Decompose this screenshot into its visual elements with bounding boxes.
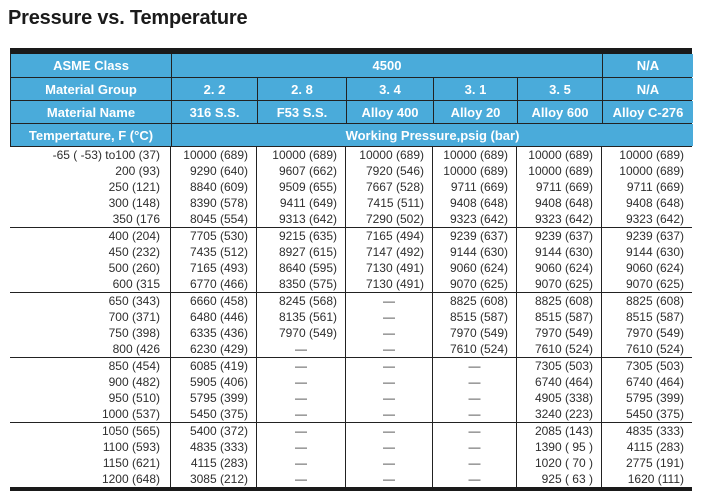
pressure-value-cell: 7610 (524) (432, 341, 516, 357)
temperature-cell: 650 (343) (108, 294, 160, 308)
table-row (10, 439, 692, 455)
material-group-label: Material Group (11, 78, 171, 100)
temperature-cell: 1050 (565) (101, 424, 160, 438)
pressure-value-cell: 9060 (624) (601, 260, 692, 276)
table-body (10, 147, 692, 487)
table-row (10, 293, 692, 309)
pressure-value-cell: 9509 (655) (256, 179, 345, 195)
pressure-value-cell: 10000 (689) (432, 163, 516, 179)
table-row (10, 471, 692, 487)
table-row (10, 341, 692, 357)
pressure-value-cell: 4835 (333) (170, 439, 256, 455)
pressure-value-cell: 9070 (625) (516, 276, 601, 292)
pressure-temperature-table (10, 48, 692, 491)
header-row-material-name (11, 100, 691, 123)
pressure-value-cell: 2085 (143) (516, 423, 601, 439)
pressure-value-cell: 4905 (338) (516, 390, 601, 406)
pressure-value-cell: 6480 (446) (170, 309, 256, 325)
pressure-value-cell: 1020 ( 70 ) (516, 455, 601, 471)
table-row (10, 228, 692, 244)
pressure-value-cell: 10000 (689) (601, 147, 692, 163)
pressure-value-cell: 8045 (554) (170, 211, 256, 227)
pressure-value-cell: 1390 ( 95 ) (516, 439, 601, 455)
pressure-value-cell: 9313 (642) (256, 211, 345, 227)
pressure-value-cell: 7705 (530) (170, 228, 256, 244)
pressure-value-cell: 9323 (642) (432, 211, 516, 227)
pressure-value-cell: 5795 (399) (601, 390, 692, 406)
pressure-value-cell: 5795 (399) (170, 390, 256, 406)
pressure-value-cell: 6335 (436) (170, 325, 256, 341)
material-name-value: Alloy 600 (517, 101, 602, 123)
pressure-value-cell: 8390 (578) (170, 195, 256, 211)
temperature-cell: 700 (371) (108, 310, 160, 324)
temperature-cell: 800 (426 (112, 342, 160, 356)
pressure-value-cell: 9711 (669) (601, 179, 692, 195)
row-group (10, 293, 692, 358)
pressure-value-cell: 7130 (491) (345, 260, 432, 276)
row-group (10, 147, 692, 228)
pressure-value-cell: 8245 (568) (256, 293, 345, 309)
temperature-cell: 250 (121) (108, 180, 160, 194)
empty-value-cell: — (432, 374, 516, 390)
pressure-value-cell: 9408 (648) (601, 195, 692, 211)
pressure-value-cell: 9711 (669) (432, 179, 516, 195)
empty-value-cell: — (345, 455, 432, 471)
table-bottom-bar (10, 487, 692, 491)
table-row (10, 179, 692, 195)
material-group-value: 3. 4 (346, 78, 433, 100)
empty-value-cell: — (345, 423, 432, 439)
pressure-value-cell: 7165 (493) (170, 260, 256, 276)
empty-value-cell: — (345, 341, 432, 357)
working-pressure-label: Working Pressure,psig (bar) (171, 124, 693, 146)
empty-value-cell: — (256, 390, 345, 406)
pressure-value-cell: 9239 (637) (601, 228, 692, 244)
pressure-value-cell: 4115 (283) (170, 455, 256, 471)
pressure-value-cell: 9239 (637) (432, 228, 516, 244)
pressure-value-cell: 9711 (669) (516, 179, 601, 195)
empty-value-cell: — (345, 406, 432, 422)
table-header (10, 54, 692, 147)
pressure-value-cell: 9070 (625) (432, 276, 516, 292)
pressure-value-cell: 9070 (625) (601, 276, 692, 292)
pressure-value-cell: 7290 (502) (345, 211, 432, 227)
empty-value-cell: — (256, 374, 345, 390)
header-row-asme-class (11, 54, 691, 77)
empty-value-cell: — (345, 325, 432, 341)
temperature-cell: 1100 (593) (102, 440, 160, 454)
table-row (10, 147, 692, 163)
pressure-value-cell: 7970 (549) (601, 325, 692, 341)
pressure-value-cell: 7147 (492) (345, 244, 432, 260)
pressure-value-cell: 8825 (608) (601, 293, 692, 309)
pressure-value-cell: 9411 (649) (256, 195, 345, 211)
empty-value-cell: — (432, 358, 516, 374)
pressure-value-cell: 9060 (624) (432, 260, 516, 276)
temperature-cell: 400 (204) (108, 229, 160, 243)
empty-value-cell: — (432, 390, 516, 406)
pressure-value-cell: 5450 (375) (601, 406, 692, 422)
empty-value-cell: — (432, 406, 516, 422)
temperature-cell: 750 (398) (108, 326, 160, 340)
pressure-value-cell: 6740 (464) (601, 374, 692, 390)
empty-value-cell: — (432, 423, 516, 439)
pressure-value-cell: 9060 (624) (516, 260, 601, 276)
header-row-material-group (11, 77, 691, 100)
empty-value-cell: — (256, 406, 345, 422)
table-row (10, 423, 692, 439)
table-row (10, 195, 692, 211)
temperature-cell: 350 (176 (112, 212, 160, 226)
temperature-cell: -65 ( -53) to100 (37) (52, 148, 160, 162)
pressure-value-cell: 9408 (648) (516, 195, 601, 211)
pressure-value-cell: 7415 (511) (345, 195, 432, 211)
temperature-cell: 850 (454) (108, 359, 160, 373)
empty-value-cell: — (345, 471, 432, 487)
material-name-value: F53 S.S. (257, 101, 346, 123)
pressure-value-cell: 9144 (630) (432, 244, 516, 260)
pressure-value-cell: 7305 (503) (601, 358, 692, 374)
material-group-value: 2. 2 (171, 78, 257, 100)
pressure-value-cell: 6660 (458) (170, 293, 256, 309)
page-title: Pressure vs. Temperature (8, 7, 248, 29)
temperature-cell: 300 (148) (108, 196, 160, 210)
pressure-value-cell: 5450 (375) (170, 406, 256, 422)
table-row (10, 260, 692, 276)
pressure-value-cell: 7920 (546) (345, 163, 432, 179)
empty-value-cell: — (256, 423, 345, 439)
material-name-label: Material Name (11, 101, 171, 123)
empty-value-cell: — (345, 439, 432, 455)
pressure-value-cell: 2775 (191) (601, 455, 692, 471)
pressure-value-cell: 10000 (689) (345, 147, 432, 163)
temperature-cell: 1000 (537) (101, 407, 160, 421)
pressure-value-cell: 6740 (464) (516, 374, 601, 390)
temperature-cell: 600 (315 (112, 277, 160, 291)
material-name-value: Alloy C-276 (602, 101, 693, 123)
temperature-cell: 450 (232) (108, 245, 160, 259)
pressure-value-cell: 10000 (689) (256, 147, 345, 163)
table-row (10, 244, 692, 260)
pressure-value-cell: 7667 (528) (345, 179, 432, 195)
temperature-cell: 200 (93) (115, 164, 160, 178)
table-row (10, 211, 692, 227)
pressure-value-cell: 10000 (689) (170, 147, 256, 163)
pressure-value-cell: 8515 (587) (432, 309, 516, 325)
asme-class-label: ASME Class (11, 54, 171, 77)
material-group-value: 2. 8 (257, 78, 346, 100)
row-group (10, 423, 692, 487)
empty-value-cell: — (345, 358, 432, 374)
empty-value-cell: — (345, 293, 432, 309)
empty-value-cell: — (345, 390, 432, 406)
pressure-value-cell: 7610 (524) (601, 341, 692, 357)
pressure-value-cell: 8927 (615) (256, 244, 345, 260)
empty-value-cell: — (256, 455, 345, 471)
empty-value-cell: — (256, 358, 345, 374)
table-row (10, 455, 692, 471)
pressure-value-cell: 6230 (429) (170, 341, 256, 357)
table-row (10, 309, 692, 325)
pressure-value-cell: 9323 (642) (601, 211, 692, 227)
pressure-value-cell: 9144 (630) (516, 244, 601, 260)
pressure-value-cell: 8515 (587) (516, 309, 601, 325)
pressure-value-cell: 8825 (608) (432, 293, 516, 309)
pressure-value-cell: 9607 (662) (256, 163, 345, 179)
pressure-value-cell: 8840 (609) (170, 179, 256, 195)
empty-value-cell: — (345, 374, 432, 390)
pressure-value-cell: 7970 (549) (256, 325, 345, 341)
row-group (10, 358, 692, 423)
empty-value-cell: — (432, 455, 516, 471)
temperature-label: Tempertature, F (°C) (11, 124, 171, 146)
pressure-value-cell: 10000 (689) (516, 163, 601, 179)
empty-value-cell: — (256, 341, 345, 357)
material-group-value: N/A (602, 78, 693, 100)
table-row (10, 390, 692, 406)
pressure-value-cell: 7130 (491) (345, 276, 432, 292)
temperature-cell: 500 (260) (108, 261, 160, 275)
pressure-value-cell: 9215 (635) (256, 228, 345, 244)
table-row (10, 276, 692, 292)
pressure-value-cell: 10000 (689) (601, 163, 692, 179)
pressure-value-cell: 1620 (111) (601, 471, 692, 487)
asme-class-value: 4500 (171, 54, 602, 77)
temperature-cell: 950 (510) (108, 391, 160, 405)
empty-value-cell: — (256, 439, 345, 455)
material-name-value: Alloy 20 (433, 101, 517, 123)
pressure-value-cell: 925 ( 63 ) (516, 471, 601, 487)
pressure-value-cell: 7610 (524) (516, 341, 601, 357)
pressure-value-cell: 9408 (648) (432, 195, 516, 211)
temperature-cell: 1150 (621) (102, 456, 160, 470)
material-group-value: 3. 5 (517, 78, 602, 100)
pressure-value-cell: 8825 (608) (516, 293, 601, 309)
pressure-value-cell: 4115 (283) (601, 439, 692, 455)
pressure-value-cell: 9290 (640) (170, 163, 256, 179)
pressure-value-cell: 9144 (630) (601, 244, 692, 260)
pressure-value-cell: 8640 (595) (256, 260, 345, 276)
pressure-value-cell: 10000 (689) (432, 147, 516, 163)
pressure-value-cell: 5400 (372) (170, 423, 256, 439)
header-row-temperature (11, 123, 691, 146)
temperature-cell: 900 (482) (108, 375, 160, 389)
pressure-value-cell: 7970 (549) (516, 325, 601, 341)
asme-class-na: N/A (602, 54, 693, 77)
pressure-value-cell: 8515 (587) (601, 309, 692, 325)
temperature-cell: 1200 (648) (101, 472, 160, 486)
material-name-value: 316 S.S. (171, 101, 257, 123)
pressure-value-cell: 9239 (637) (516, 228, 601, 244)
pressure-value-cell: 7165 (494) (345, 228, 432, 244)
pressure-value-cell: 7435 (512) (170, 244, 256, 260)
pressure-value-cell: 4835 (333) (601, 423, 692, 439)
pressure-value-cell: 5905 (406) (170, 374, 256, 390)
table-row (10, 406, 692, 422)
pressure-value-cell: 9323 (642) (516, 211, 601, 227)
row-group (10, 228, 692, 293)
table-row (10, 325, 692, 341)
material-group-value: 3. 1 (433, 78, 517, 100)
empty-value-cell: — (256, 471, 345, 487)
table-row (10, 358, 692, 374)
empty-value-cell: — (345, 309, 432, 325)
table-row (10, 163, 692, 179)
pressure-value-cell: 10000 (689) (516, 147, 601, 163)
pressure-value-cell: 6770 (466) (170, 276, 256, 292)
pressure-value-cell: 8350 (575) (256, 276, 345, 292)
pressure-value-cell: 8135 (561) (256, 309, 345, 325)
empty-value-cell: — (432, 439, 516, 455)
empty-value-cell: — (432, 471, 516, 487)
pressure-value-cell: 3240 (223) (516, 406, 601, 422)
pressure-value-cell: 3085 (212) (170, 471, 256, 487)
material-name-value: Alloy 400 (346, 101, 433, 123)
pressure-value-cell: 6085 (419) (170, 358, 256, 374)
pressure-value-cell: 7970 (549) (432, 325, 516, 341)
table-row (10, 374, 692, 390)
pressure-value-cell: 7305 (503) (516, 358, 601, 374)
